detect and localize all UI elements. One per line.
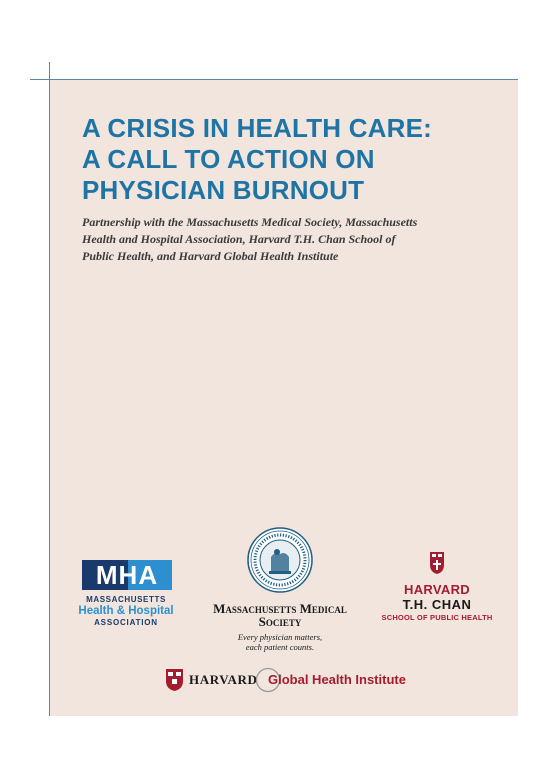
veritas-shield-icon [429,551,445,575]
mha-line-2: Health & Hospital [78,605,174,617]
title-line: A CRISIS IN HEALTH CARE: [82,113,433,143]
mha-mark-text: MHA [95,560,159,590]
harvard-ghi-logo [165,667,415,693]
veritas-shield-icon [165,668,184,692]
mha-logo [76,560,176,627]
mms-tagline-line: each patient counts. [245,642,315,652]
mha-logo-mark [82,560,172,590]
subtitle-line: Health and Hospital Association, Harvard T.H. Chan School of [82,232,396,246]
mha-line-3: ASSOCIATION [94,618,158,627]
ghi-institute-name: Global Health Institute [268,672,406,687]
mms-seal-icon [247,527,313,593]
mms-tagline [210,632,350,652]
mms-logo [210,527,350,652]
chan-line-2: T.H. CHAN [402,597,472,612]
partnership-subtitle [82,214,492,265]
ghi-harvard-wordmark: HARVARD [189,672,258,687]
mha-line-1: MASSACHUSETTS [86,595,166,604]
crop-mark-vertical [49,62,50,716]
title-line: PHYSICIAN BURNOUT [82,175,365,205]
title-line: A CALL TO ACTION ON [82,144,375,174]
mms-name: Massachusetts Medical Society [213,601,347,629]
harvard-chan-logo [372,551,502,623]
subtitle-line: Public Health, and Harvard Global Health Institute [82,249,339,263]
subtitle-line: Partnership with the Massachusetts Medical Society, Massachusetts [82,215,418,229]
crop-mark-horizontal [30,79,518,80]
chan-line-3: SCHOOL OF PUBLIC HEALTH [381,613,493,622]
chan-line-1: HARVARD [404,582,470,597]
report-title [82,113,502,206]
mms-tagline-line: Every physician matters, [237,632,323,642]
